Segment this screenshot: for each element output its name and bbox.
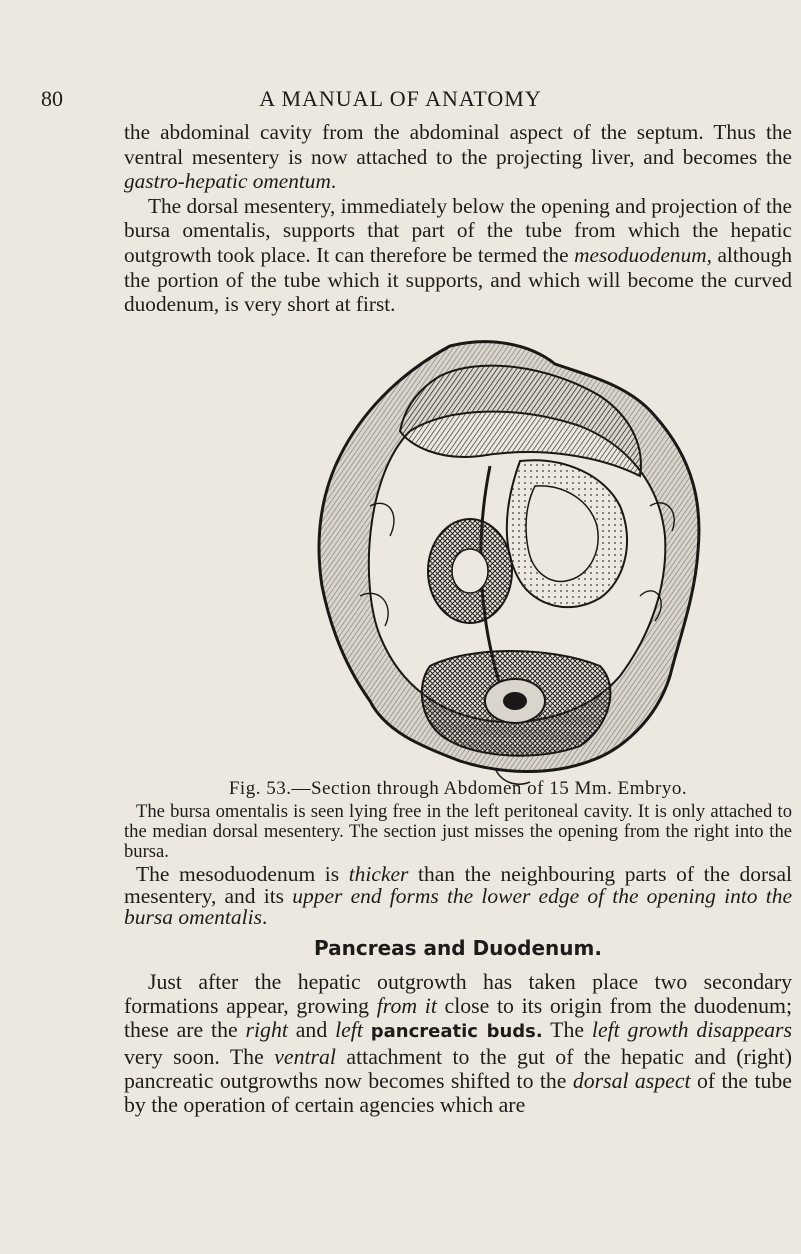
paragraph: the abdominal cavity from the abdominal aspect of the septum. Thus the ventral mesentery is now attached to the projecting liver, and becomes the gastro-hepatic omentum. xyxy=(124,120,792,194)
note-paragraph: The mesoduodenum is thicker than the neighbouring parts of the dorsal mesentery, and its upper end forms the lower edge of the opening into the bursa omentalis. xyxy=(124,862,793,929)
paragraph: Just after the hepatic outgrowth has taken place two secondary formations appear, growing from it close to its origin from the duodenum; these are the right and left pancreatic buds. The left growth disappears very soon. The ventral attachment to the gut of the hepatic and (right) pancreatic outgrowths now becomes shifted to the dorsal aspect of the tube by the operation of certain agencies which are xyxy=(124,970,793,1118)
section-text xyxy=(124,970,792,1117)
term-pancreatic-buds: pancreatic buds. xyxy=(370,1021,543,1043)
paragraph: The dorsal mesentery, immediately below the opening and projection of the bursa omentalis, supports that part of the tube from which the hepatic outgrowth took place. It can therefore be termed the mesoduodenum, although the portion of the tube which it supports, and which will become the curved duodenum, is very short at first. xyxy=(124,193,792,317)
page-number: 80 xyxy=(41,86,63,111)
embryo-section-illustration xyxy=(300,336,718,792)
section-heading: Pancreas and Duodenum. xyxy=(314,936,602,960)
caption-paragraph: The bursa omentalis is seen lying free in the left peritoneal cavity. It is only attached to the median dorsal mesentery. The section just misses the opening from the right into the bursa. xyxy=(124,801,792,862)
running-head: A MANUAL OF ANATOMY xyxy=(259,86,542,111)
intro-text xyxy=(124,120,792,317)
term-gastro-hepatic-omentum: gastro-hepatic omentum xyxy=(124,169,331,194)
figure-caption-title: Fig. 53.—Section through Abdomen of 15 Mm. Embryo. xyxy=(228,778,688,799)
figure-caption-body xyxy=(124,802,792,862)
term-mesoduodenum: mesoduodenum xyxy=(574,242,707,267)
